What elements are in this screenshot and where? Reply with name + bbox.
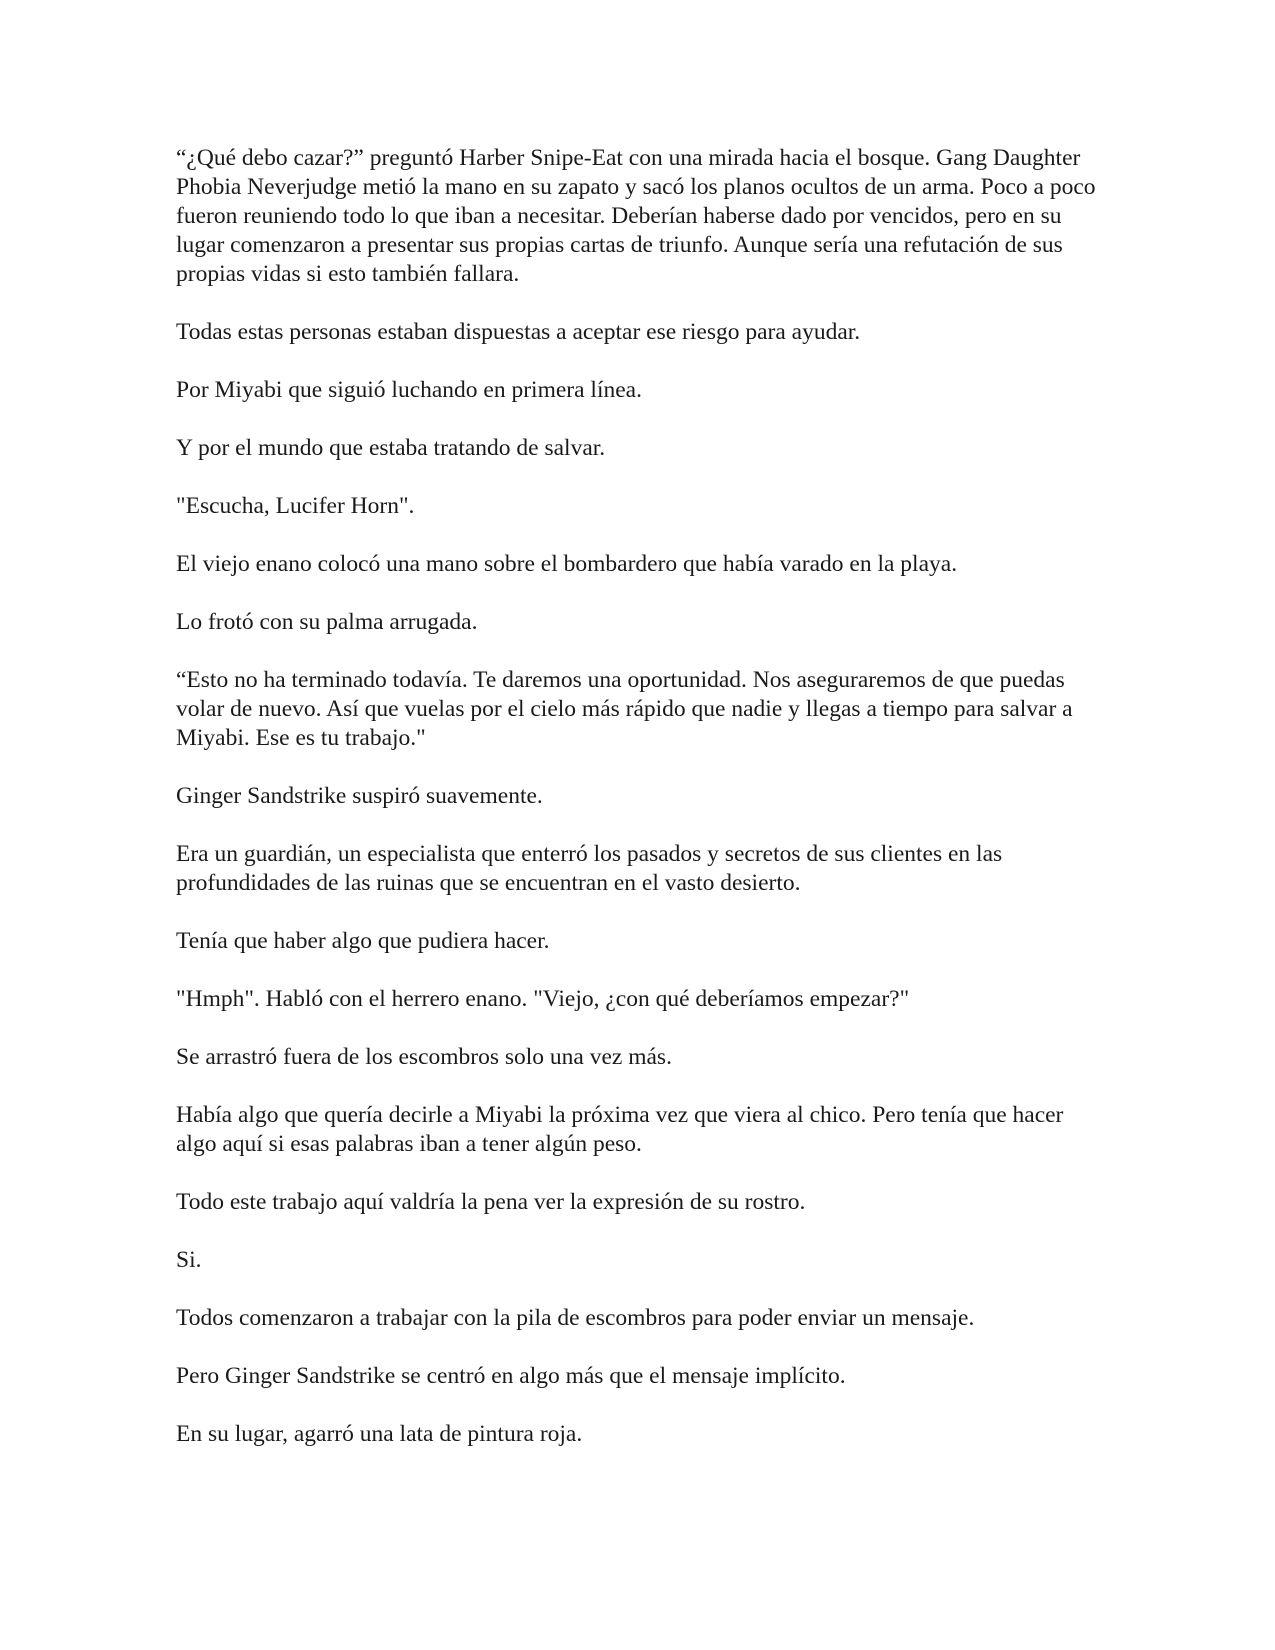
paragraph: Si.: [176, 1247, 202, 1273]
paragraph: Todos comenzaron a trabajar con la pila de escombros para poder enviar un mensaje.: [176, 1305, 975, 1331]
document-body: [176, 144, 1096, 1478]
paragraph: Era un guardián, un especialista que enterró los pasados y secretos de sus clientes en las profundidades de las ruinas que se encuentran en el vasto desierto.: [176, 841, 1003, 896]
paragraph: Se arrastró fuera de los escombros solo una vez más.: [176, 1044, 672, 1070]
paragraph: En su lugar, agarró una lata de pintura roja.: [176, 1421, 583, 1447]
paragraph: "Hmph". Habló con el herrero enano. "Viejo, ¿con qué deberíamos empezar?": [176, 986, 910, 1012]
paragraph: Y por el mundo que estaba tratando de salvar.: [176, 435, 606, 461]
paragraph: “Esto no ha terminado todavía. Te daremos una oportunidad. Nos aseguraremos de que puedas volar de nuevo. Así que vuelas por el cielo más rápido que nadie y llegas a tiempo para salvar a Miyabi. Ese es tu trabajo.": [176, 667, 1073, 751]
paragraph: Lo frotó con su palma arrugada.: [176, 609, 478, 635]
paragraph: "Escucha, Lucifer Horn".: [176, 493, 415, 519]
paragraph: Tenía que haber algo que pudiera hacer.: [176, 928, 550, 954]
paragraph: Ginger Sandstrike suspiró suavemente.: [176, 783, 543, 809]
paragraph: Todas estas personas estaban dispuestas a aceptar ese riesgo para ayudar.: [176, 319, 861, 345]
paragraph: “¿Qué debo cazar?” preguntó Harber Snipe-Eat con una mirada hacia el bosque. Gang Daughter Phobia Neverjudge metió la mano en su zapato y sacó los planos ocultos de un arma. Poco a poco fueron reuniendo todo lo que iban a necesitar. Deberían haberse dado por vencidos, pero en su lugar comenzaron a presentar sus propias cartas de triunfo. Aunque sería una refutación de sus propias vidas si esto también fallara.: [176, 145, 1096, 287]
paragraph: Todo este trabajo aquí valdría la pena ver la expresión de su rostro.: [176, 1189, 806, 1215]
paragraph: Pero Ginger Sandstrike se centró en algo más que el mensaje implícito.: [176, 1363, 846, 1389]
paragraph: El viejo enano colocó una mano sobre el bombardero que había varado en la playa.: [176, 551, 958, 577]
paragraph: Había algo que quería decirle a Miyabi la próxima vez que viera al chico. Pero tenía que hacer algo aquí si esas palabras iban a tener algún peso.: [176, 1102, 1064, 1157]
paragraph: Por Miyabi que siguió luchando en primera línea.: [176, 377, 642, 403]
